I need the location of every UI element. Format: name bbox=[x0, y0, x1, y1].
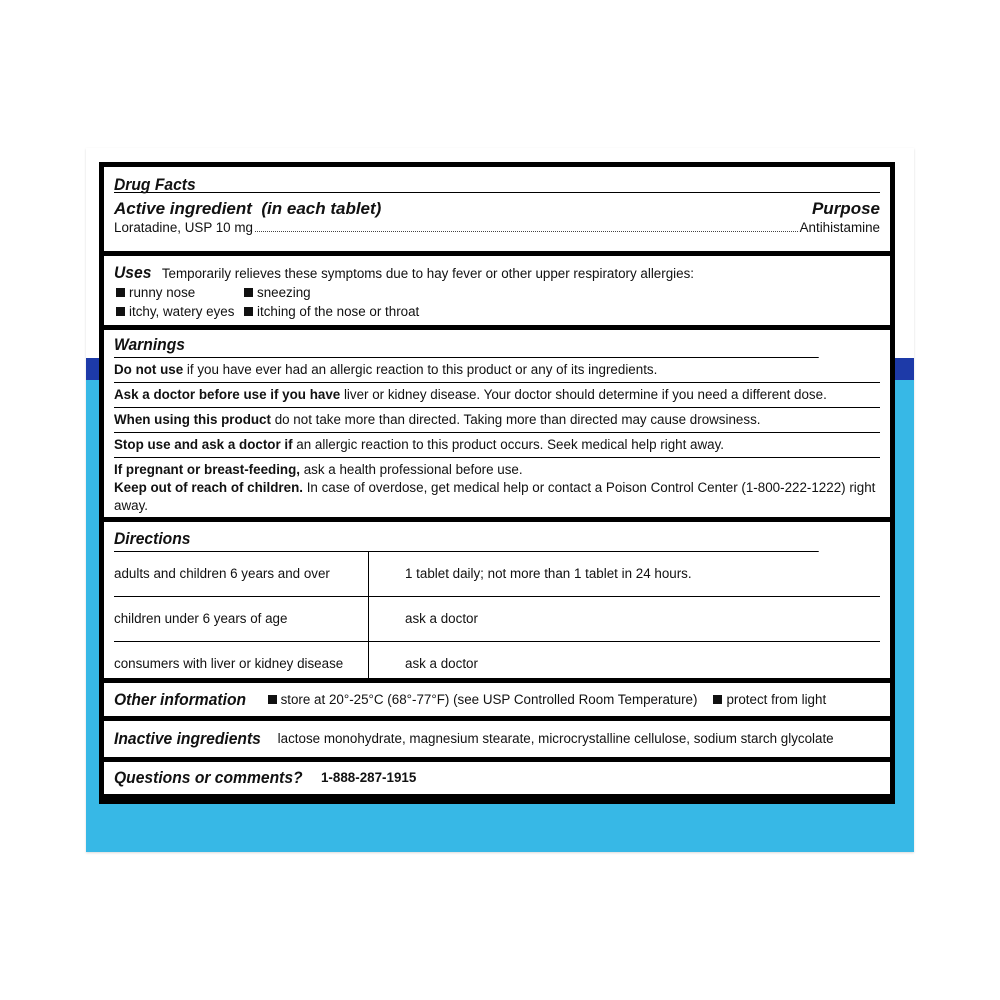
inactive-ingredients-text: lactose monohydrate, magnesium stearate, microcrystalline cellulose, sodium starch glycolate bbox=[277, 731, 834, 746]
list-item: runny nose bbox=[116, 283, 244, 302]
warnings-heading: Warnings bbox=[114, 335, 819, 358]
bullet-square-icon bbox=[116, 288, 125, 297]
list-item: protect from light bbox=[713, 691, 826, 709]
bullet-square-icon bbox=[244, 288, 253, 297]
list-item: itching of the nose or throat bbox=[244, 302, 504, 321]
active-ingredient-heading-row bbox=[114, 199, 880, 219]
active-ingredient-name: Loratadine, USP 10 mg bbox=[114, 220, 253, 235]
inactive-ingredients-heading: Inactive ingredients bbox=[114, 729, 261, 748]
directions-what: 1 tablet daily; not more than 1 tablet in 24 hours. bbox=[369, 552, 881, 597]
active-ingredient-line bbox=[114, 219, 880, 237]
drug-facts-header-section bbox=[104, 167, 890, 251]
bullet-square-icon bbox=[244, 307, 253, 316]
directions-who: consumers with liver or kidney disease bbox=[114, 642, 369, 687]
uses-text: Temporarily relieves these symptoms due to hay fever or other upper respiratory allergies: bbox=[161, 266, 694, 281]
directions-who: children under 6 years of age bbox=[114, 597, 369, 642]
list-item: itchy, watery eyes bbox=[116, 302, 244, 321]
warning-row-pregnancy-children: If pregnant or breast-feeding, ask a health professional before use. Keep out of reach of children. In case of overdose, get medical help or contact a Poison Control Center (1-800-222-1222) right away. bbox=[114, 462, 876, 513]
directions-heading: Directions bbox=[114, 529, 819, 552]
leader-dots bbox=[255, 230, 798, 232]
list-item: store at 20°-25°C (68°-77°F) (see USP Controlled Room Temperature) bbox=[268, 691, 698, 709]
directions-what: ask a doctor bbox=[405, 656, 478, 671]
questions-heading: Questions or comments? bbox=[114, 768, 303, 787]
table-row bbox=[114, 642, 880, 687]
active-ingredient-purpose: Antihistamine bbox=[799, 220, 880, 235]
warning-row: Do not use if you have ever had an allergic reaction to this product or any of its ingredients. bbox=[114, 358, 880, 383]
warnings-section bbox=[104, 330, 890, 517]
directions-table bbox=[114, 552, 880, 686]
warning-row: When using this product do not take more than directed. Taking more than directed may cause drowsiness. bbox=[114, 408, 880, 433]
active-ingredient-note: (in each tablet) bbox=[261, 199, 382, 218]
drug-facts-panel bbox=[99, 162, 895, 804]
bullet-square-icon bbox=[116, 307, 125, 316]
uses-list bbox=[116, 283, 880, 321]
questions-section bbox=[104, 762, 890, 794]
table-row bbox=[114, 597, 880, 642]
inactive-ingredients-section bbox=[104, 721, 890, 757]
directions-what: ask a doctor bbox=[369, 597, 881, 642]
bullet-square-icon bbox=[268, 695, 277, 704]
list-item: sneezing bbox=[244, 283, 504, 302]
warning-row: Ask a doctor before use if you have liver or kidney disease. Your doctor should determine if you need a different dose. bbox=[114, 383, 880, 408]
warning-row: Stop use and ask a doctor if an allergic reaction to this product occurs. Seek medical help right away. bbox=[114, 433, 880, 458]
uses-heading: Uses bbox=[114, 263, 152, 282]
uses-section bbox=[104, 256, 890, 325]
other-information-section bbox=[104, 683, 890, 716]
other-information-heading: Other information bbox=[114, 689, 247, 709]
drug-facts-title: Drug Facts bbox=[114, 175, 196, 194]
purpose-heading: Purpose bbox=[811, 199, 880, 218]
directions-who: adults and children 6 years and over bbox=[114, 552, 369, 597]
bullet-square-icon bbox=[713, 695, 722, 704]
active-ingredient-heading: Active ingredient bbox=[114, 199, 252, 218]
directions-section bbox=[104, 522, 890, 678]
questions-phone: 1-888-287-1915 bbox=[320, 770, 417, 785]
table-row bbox=[114, 552, 880, 597]
